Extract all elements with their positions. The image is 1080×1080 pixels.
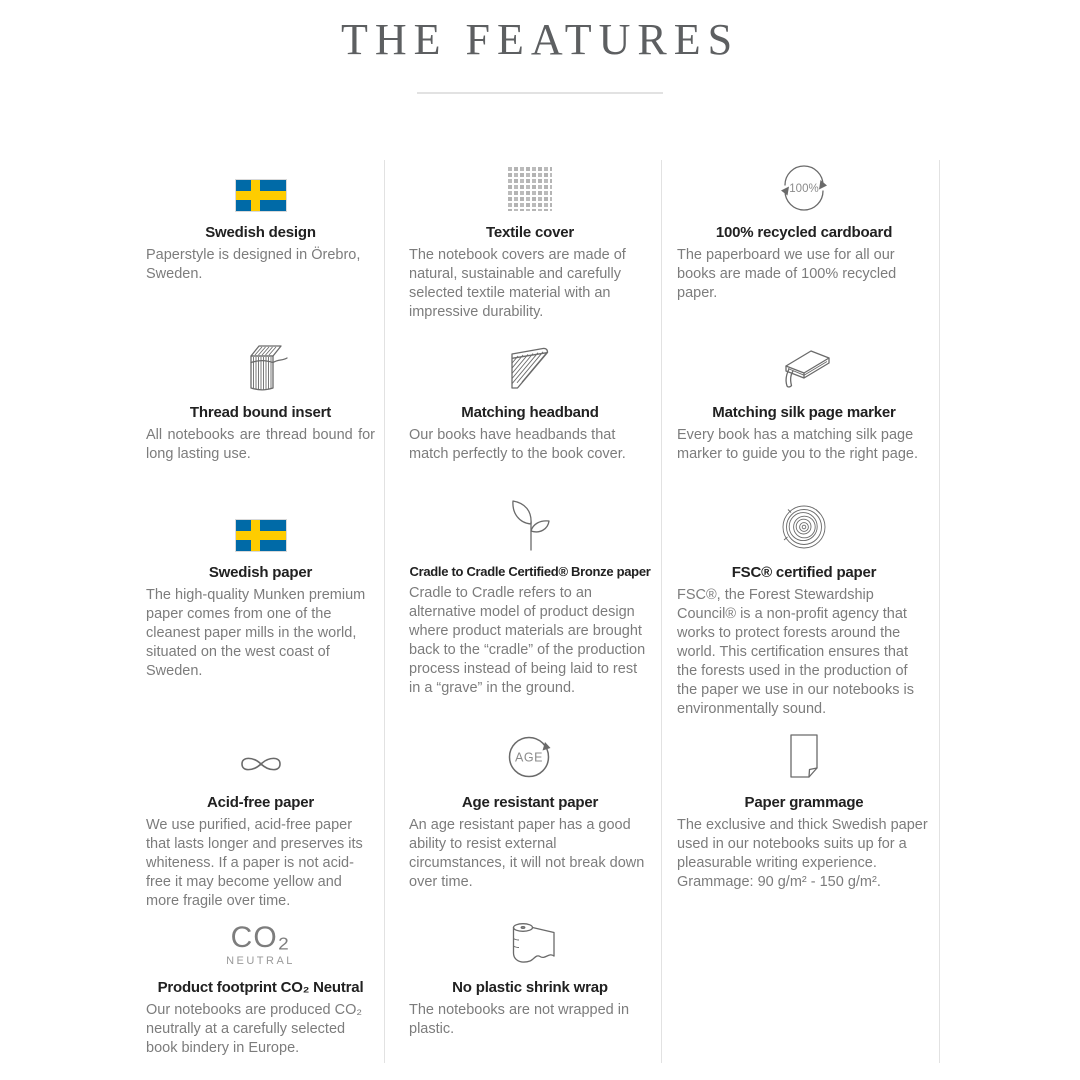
tree-rings-icon — [677, 500, 931, 552]
feature-card-age-resistant — [385, 730, 662, 915]
feature-card-acid-free — [140, 730, 385, 915]
feature-title: No plastic shrink wrap — [452, 979, 608, 996]
swedish-flag-icon — [146, 500, 375, 552]
feature-card-no-plastic — [385, 915, 662, 1063]
feature-card-recycled-cardboard — [662, 160, 940, 340]
feature-card-thread-bound — [140, 340, 385, 500]
feature-body: The exclusive and thick Swedish paper used in our notebooks suits up for a pleasurable writing experience. Grammage: 90 g/m² - 150 g/m². — [677, 817, 928, 890]
feature-body: We use purified, acid-free paper that lasts longer and preserves its whiteness. If a paper is not acid-free it may become yellow and more fragile over time. — [146, 817, 363, 909]
recycled-100-icon — [677, 160, 931, 212]
plastic-roll-icon — [409, 915, 651, 967]
feature-title: Swedish design — [205, 224, 316, 241]
feature-title: Cradle to Cradle Certified® Bronze paper — [409, 564, 651, 579]
feature-body: An age resistant paper has a good ability to resist external circumstances, it will not break down over time. — [409, 817, 645, 890]
feature-title: Acid-free paper — [206, 794, 315, 811]
feature-body: Cradle to Cradle refers to an alternative model of product design where product materials are brought back to the “cradle” of the production process instead of being laid to rest in a “grave” in the ground. — [409, 585, 646, 696]
feature-card-swedish-paper — [140, 500, 385, 730]
co2-label: CO₂ — [230, 921, 291, 954]
age-resistant-icon — [409, 730, 651, 782]
feature-body: The high-quality Munken premium paper comes from one of the cleanest paper mills in the world, situated on the west coast of Sweden. — [146, 587, 366, 679]
co2-neutral-icon — [146, 915, 375, 967]
feature-card-co2-neutral — [140, 915, 385, 1063]
feature-card-swedish-design — [140, 160, 385, 340]
feature-title: Textile cover — [485, 224, 574, 241]
co2-neutral-label: NEUTRAL — [226, 955, 295, 967]
feature-title: 100% recycled cardboard — [715, 224, 893, 241]
feature-body: Our books have headbands that match perfectly to the book cover. — [409, 427, 626, 462]
section-header — [0, 0, 1080, 94]
feature-title: Age resistant paper — [461, 794, 599, 811]
paper-sheet-icon — [677, 730, 931, 782]
feature-body: All notebooks are thread bound for long lasting use. — [146, 427, 375, 462]
empty-cell — [662, 915, 940, 1063]
feature-card-fsc-certified — [662, 500, 940, 730]
feature-body: The notebook covers are made of natural, sustainable and carefully selected textile material with an impressive durability. — [409, 247, 626, 320]
age-label: AGE — [515, 750, 543, 765]
feature-card-textile-cover — [385, 160, 662, 340]
feature-title: Matching headband — [461, 404, 599, 421]
feature-body: Paperstyle is designed in Örebro, Sweden. — [146, 247, 361, 282]
feature-body: The notebooks are not wrapped in plastic. — [409, 1002, 630, 1037]
feature-body: FSC®, the Forest Stewardship Council® is a non-profit agency that works to protect forests around the world. This certification ensures that the forests used in the production of the paper we use in our notebooks is environmentally sound. — [677, 587, 914, 717]
feature-body: Our notebooks are produced CO₂ neutrally at a carefully selected book bindery in Europe. — [146, 1002, 362, 1056]
feature-body: The paperboard we use for all our books are made of 100% recycled paper. — [677, 247, 897, 301]
feature-card-silk-page-marker — [662, 340, 940, 500]
silk-page-marker-icon — [677, 340, 931, 392]
feature-title: Paper grammage — [744, 794, 864, 811]
feature-title: Thread bound insert — [189, 404, 332, 421]
features-grid — [140, 160, 940, 1063]
feature-card-paper-grammage — [662, 730, 940, 915]
feature-card-headband — [385, 340, 662, 500]
feature-title: FSC® certified paper — [731, 564, 877, 581]
swedish-flag-icon — [146, 160, 375, 212]
textile-weave-icon — [409, 160, 651, 212]
thread-bound-icon — [146, 340, 375, 392]
feature-title: Matching silk page marker — [712, 404, 896, 421]
infinity-icon — [146, 730, 375, 782]
page-title: THE FEATURES — [340, 15, 740, 64]
recycled-100-label: 100% — [789, 183, 819, 195]
feature-title: Product footprint CO₂ Neutral — [157, 979, 364, 996]
feature-title: Swedish paper — [208, 564, 313, 581]
feature-body: Every book has a matching silk page marker to guide you to the right page. — [677, 427, 919, 462]
feature-card-cradle-to-cradle — [385, 500, 662, 730]
plant-icon — [409, 500, 651, 552]
headband-icon — [409, 340, 651, 392]
title-divider — [417, 92, 663, 94]
